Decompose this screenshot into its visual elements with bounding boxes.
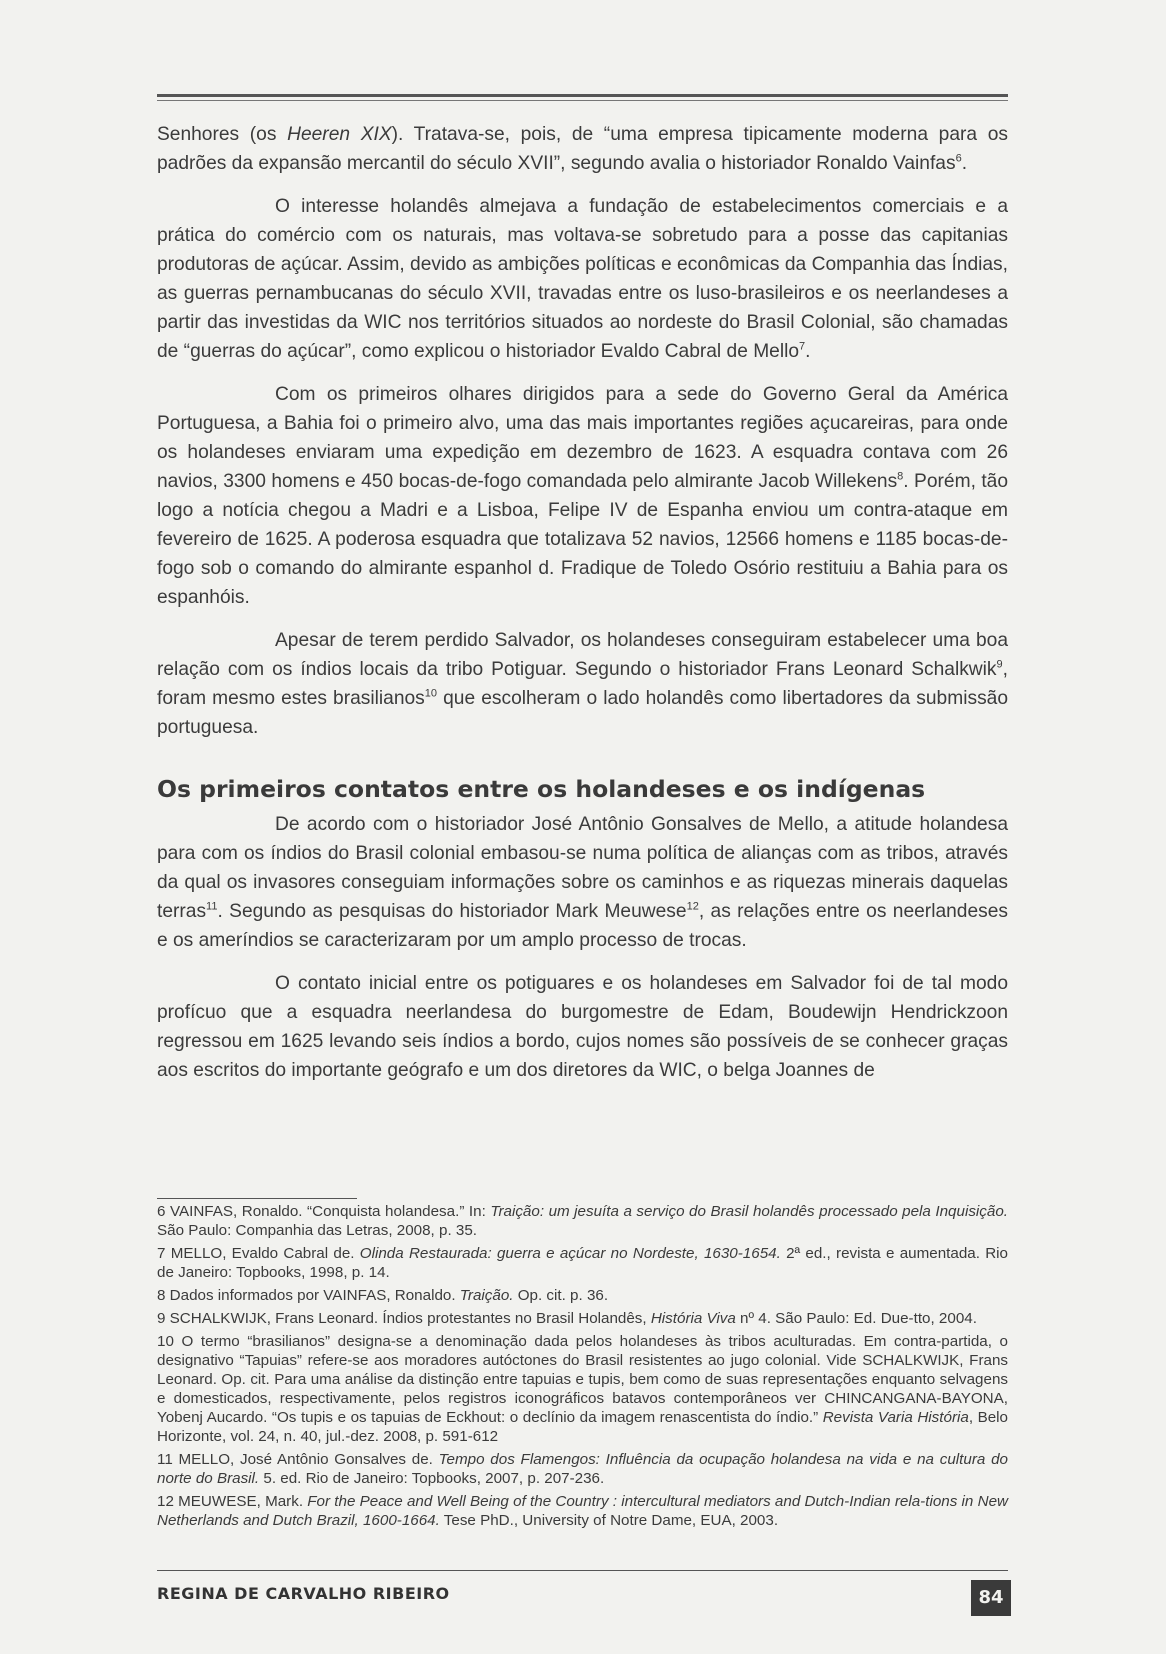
footnote-ref: 10	[424, 687, 438, 700]
italic-text: História Viva	[650, 1310, 736, 1327]
italic-text: For the Peace and Well Being of the Country : intercultural mediators and Dutch-Indian rela-tions in New Netherlands and Dutch Brazil, 1600-1664.	[157, 1493, 1008, 1529]
text-run: 11 MELLO, José Antônio Gonsalves de.	[157, 1451, 439, 1468]
paragraph	[157, 192, 1008, 366]
text-run: Senhores (os	[157, 124, 288, 145]
text-run: ). Tratava-se, pois, de “uma empresa tipicamente moderna para os padrões da expansão mercantil do século XVII”, segundo avalia o historiador Ronaldo Vainfas	[157, 124, 1008, 174]
text-run: 12 MEUWESE, Mark.	[157, 1493, 308, 1510]
text-run: São Paulo: Companhia das Letras, 2008, p. 35.	[157, 1222, 477, 1239]
text-run: Com os primeiros olhares dirigidos para a sede do Governo Geral da América Portuguesa, a Bahia foi o primeiro alvo, uma das mais importantes regiões açucareiras, para onde os holandeses enviaram uma expedição em dezembro de 1623. A esquadra contava com 26 navios, 3300 homens e 450 bocas-de-fogo comandada pelo almirante Jacob Willekens	[157, 384, 1008, 492]
footnote-separator	[157, 1198, 357, 1199]
text-run: , Belo Horizonte, vol. 24, n. 40, jul.-dez. 2008, p. 591-612	[157, 1409, 1008, 1445]
paragraph	[157, 810, 1008, 955]
text-run: , foram mesmo estes brasilianos	[157, 659, 1008, 709]
footer-author: REGINA DE CARVALHO RIBEIRO	[157, 1584, 450, 1603]
italic-text: Revista Varia História	[822, 1409, 969, 1426]
text-run: que escolheram o lado holandês como libertadores da submissão portuguesa.	[157, 688, 1009, 738]
footnote	[157, 1244, 1008, 1282]
italic-text: Olinda Restaurada: guerra e açúcar no Nordeste, 1630-1654.	[359, 1245, 781, 1262]
footnote-ref: 11	[206, 900, 218, 913]
text-run: . Porém, tão logo a notícia chegou a Madri e a Lisboa, Felipe IV de Espanha enviou um contra-ataque em fevereiro de 1625. A poderosa esquadra que totalizava 52 navios, 12566 homens e 1185 bocas-de-fogo sob o comando do almirante espanhol d. Fradique de Toledo Osório restituiu a Bahia para os espanhóis.	[157, 471, 1009, 608]
text-run: O interesse holandês almejava a fundação de estabelecimentos comerciais e a prática do comércio com os naturais, mas voltava-se sobretudo para a posse das capitanias produtoras de açúcar. Assim, devido as ambições políticas e econômicas da Companhia das Índias, as guerras pernambucanas do século XVII, travadas entre os luso-brasileiros e os neerlandeses a partir das investidas da WIC nos territórios situados ao nordeste do Brasil Colonial, são chamadas de “guerras do açúcar”, como explicou o historiador Evaldo Cabral de Mello	[157, 196, 1008, 362]
text-run: 9 SCHALKWIJK, Frans Leonard. Índios protestantes no Brasil Holandês,	[157, 1310, 651, 1327]
text-run: .	[961, 153, 968, 174]
text-run: 5. ed. Rio de Janeiro: Topbooks, 2007, p. 207-236.	[259, 1470, 605, 1487]
paragraph	[157, 120, 1008, 178]
footnote-ref: 8	[897, 470, 904, 483]
text-run: 6 VAINFAS, Ronaldo. “Conquista holandesa.” In:	[157, 1203, 491, 1220]
footnote-ref: 12	[686, 900, 699, 913]
text-run: 8 Dados informados por VAINFAS, Ronaldo.	[157, 1287, 460, 1304]
text-run: . Segundo as pesquisas do historiador Mark Meuwese	[217, 901, 687, 922]
text-run: Apesar de terem perdido Salvador, os holandeses conseguiram estabelecer uma boa relação com os índios locais da tribo Potiguar. Segundo o historiador Frans Leonard Schalkwik	[157, 630, 1008, 680]
italic-text: Traição.	[459, 1287, 514, 1304]
page-number: 84	[971, 1580, 1011, 1616]
text-run: De acordo com o historiador José Antônio Gonsalves de Mello, a atitude holandesa para com os índios do Brasil colonial embasou-se numa política de alianças com as tribos, através da qual os invasores conseguiam informações sobre os caminhos e as riquezas minerais daquelas terras	[157, 814, 1008, 922]
footnotes	[157, 1202, 1008, 1534]
footnote	[157, 1309, 1008, 1328]
italic-text: Traição: um jesuíta a serviço do Brasil holandês processado pela Inquisição.	[490, 1203, 1009, 1220]
paragraph	[157, 969, 1008, 1085]
footnote	[157, 1450, 1008, 1488]
footnote	[157, 1202, 1008, 1240]
footnote-ref: 9	[996, 658, 1003, 671]
text-run: 10 O termo “brasilianos” designa-se a denominação dada pelos holandeses às tribos aculturadas. Em contra-partida, o designativo “Tapuias” refere-se aos moradores autóctones do Brasil resistentes ao jugo colonial. Vide SCHALKWIJK, Frans Leonard. Op. cit. Para uma análise da distinção entre tapuias e tupis, bem como de suas representações enquanto selvagens e domesticados, respectivamente, pelos registros iconográficos batavos contemporâneos ver CHINCANGANA-BAYONA, Yobenj Aucardo. “Os tupis e os tapuias de Eckhout: o declínio da imagem renascentista do índio.”	[157, 1333, 1008, 1426]
footnote	[157, 1492, 1008, 1530]
footnote-ref: 6	[955, 152, 962, 165]
footnote	[157, 1286, 1008, 1305]
paragraph	[157, 380, 1008, 612]
footer-rule	[157, 1570, 1008, 1571]
text-run: , as relações entre os neerlandeses e os ameríndios se caracterizaram por um amplo processo de trocas.	[157, 901, 1009, 951]
italic-text: Heeren XIX	[287, 124, 392, 145]
text-run: .	[805, 341, 811, 362]
footnote	[157, 1332, 1008, 1446]
header-rule	[157, 94, 1008, 97]
text-run: O contato inicial entre os potiguares e os holandeses em Salvador foi de tal modo profícuo que a esquadra neerlandesa do burgomestre de Edam, Boudewijn Hendrickzoon regressou em 1625 levando seis índios a bordo, cujos nomes são possíveis de se conhecer graças aos escritos do importante geógrafo e um dos diretores da WIC, o belga Joannes de	[157, 973, 1008, 1081]
section-paragraphs	[157, 810, 1008, 1085]
section-title: Os primeiros contatos entre os holandeses e os indígenas	[157, 775, 926, 803]
body-paragraphs	[157, 120, 1008, 742]
text-run: nº 4. São Paulo: Ed. Due-tto, 2004.	[735, 1310, 977, 1327]
header-rule-thin	[157, 100, 1008, 101]
footnote-ref: 7	[799, 340, 806, 353]
text-run: Op. cit. p. 36.	[513, 1287, 609, 1304]
main-text	[157, 120, 1008, 1099]
italic-text: Tempo dos Flamengos: Influência da ocupação holandesa na vida e na cultura do norte do Brasil.	[157, 1451, 1008, 1487]
paragraph	[157, 626, 1008, 742]
text-run: Tese PhD., University of Notre Dame, EUA, 2003.	[439, 1512, 779, 1529]
text-run: 7 MELLO, Evaldo Cabral de.	[157, 1245, 360, 1262]
text-run: 2ª ed., revista e aumentada. Rio de Janeiro: Topbooks, 1998, p. 14.	[157, 1245, 1008, 1281]
